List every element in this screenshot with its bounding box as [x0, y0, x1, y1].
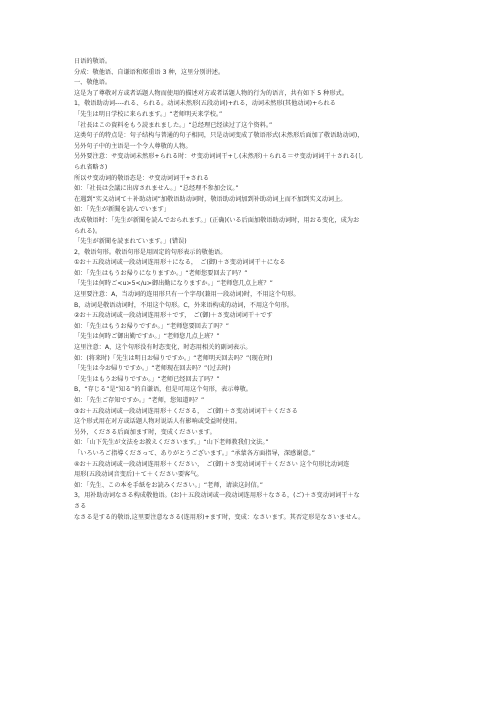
text-line: ②お＋五段动词或一段动词连用形＋です， ご(御)＋さ变动词词干＋です [74, 312, 273, 320]
text-line: 如：「山下先生が文法をお教えくださいます。」“山下老师教我们文法。” [74, 439, 269, 447]
text-line: 另外，くださる后面加ます时，变成くださいます。 [74, 428, 216, 436]
text-line: さる [74, 502, 87, 510]
text-line: 「先生が新聞を読まれています。」(错误) [74, 238, 187, 246]
text-line: 如：「先生、この本を手紙をお読みください。」“老师，请读这封信。” [74, 481, 263, 489]
text-line: 这是为了尊敬对方或者话题人物而使用的描述对方或者话题人物的行为的语言，共有如下 5 种形式。 [74, 89, 348, 97]
text-line: 如：「先生ご存知ですか。」“老师，您知道吗？” [74, 397, 205, 404]
text-line: 「先生はもうお帰りですか。」“老师已经回去了吗？” [74, 375, 220, 383]
text-line: 如：(将来时)「先生は明日お帰りですか。」“老师明天回去吗？”(现在时) [74, 354, 273, 362]
text-line: 「いろいろご指導くださって、ありがとうございます。」“承蒙各方面指导，深感谢意。” [74, 449, 315, 457]
text-line: ④お＋五段动词或一段动词连用形＋ください， ご(御)＋さ变动词词干＋ください 这个句形比动词连 [74, 460, 350, 468]
text-line: B，动词是敬语动词时，不用这个句形。C，外来语构成的动词，不用这个句形。 [74, 301, 293, 309]
text-line: 用形(五段动词音变后)＋て＋ください要客气。 [74, 471, 203, 479]
text-line: ③お＋五段动词或一段动词连用形＋くださる， ご(御)＋さ变动词词干＋くださる [74, 407, 298, 415]
text-line: 另外要注意：サ变动词未然形+られる时：サ变动词词干+し(未然形)＋られる＝サ变动词词干＋される(し [74, 153, 364, 161]
text-line: 2，敬语句形。敬语句形是用固定的句形表示的敬他语。 [74, 248, 227, 256]
text-line: ①お＋五段动词或一段动词连用形＋になる， ご(御)＋さ变动词词干＋になる [74, 259, 286, 267]
text-line: なさる是する的敬语,这里要注意なさる(连用形)+ます时，变成：なさいます。其否定形是なさいません。 [74, 513, 365, 521]
text-line: 「先生は明日学校に来られます。」“老师明天来学校。” [74, 110, 223, 118]
text-line: られ省略さ) [74, 163, 108, 171]
text-line: 这类句子的特点是：句子结构与普通的句子相同，只是动词变成了敬语形式(未然形后面加了敬语助动词)， [74, 132, 364, 140]
text-line: 这个形式用在对方或话题人物对说话人有影响或受益时使用。 [74, 418, 242, 426]
text-line: 「先生は何時ご<u>5</u>御出勤になりますか。」“老师您几点上班？” [74, 280, 273, 288]
text-line: 这里要注意：A，当动词的连用形只有一个字母(兼用一段动词)时，不用这个句形。 [74, 291, 300, 299]
document-body [74, 57, 426, 523]
text-line: 「先生は何時ご御出勤ですか。」“老师您几点上班？” [74, 333, 220, 341]
text-line: 3，用补助动词なさる构成敬他语。(お)＋五段动词或一段动词连用形＋なさる，(ご)＋さ变动词词干＋な [74, 492, 360, 500]
text-line: 如：「社長は会議に出席されません。」“总经理不参加会议。” [74, 185, 239, 193]
text-line: 分成：敬他语、自谦语和郑重语 3 种，这里分别讲述。 [74, 68, 225, 76]
text-line: 「先生は今お帰りですか。」“老师现在回去吗？”(过去时) [74, 365, 231, 373]
text-line: 在遇到“实义动词て＋补助动词”加敬语助动词时，敬语助动词加到补助动词上而不加到实义动词上。 [74, 195, 347, 203]
text-line: B，“存じる”是“知る”的自谦语，但是可用这个句形，表示尊敬。 [74, 386, 252, 394]
text-line: 如：「先生はもうお帰りですか。」“老师您要回去了吗？” [74, 322, 229, 330]
text-line: 如：「先生が新聞を読んでいます」 [74, 206, 170, 214]
text-line: 1，敬语助动词----れる、られる。动词未然形(五段动词)+れる，动词未然形(其他动词)+られる [74, 100, 336, 108]
section-heading: 一、敬他语。 [74, 79, 112, 87]
text-line: 所以サ变动词的敬语态是：サ变动词词干+される [74, 174, 210, 182]
text-line: 日语的敬语。 [74, 58, 112, 65]
text-line: 这里注意：A，这个句形没有时态变化，时态用相关的副词表示。 [74, 344, 252, 352]
text-line: 改成敬语时：「先生が新聞を読んでおられます。」(正确)(いる后面加敬语助动词时，用おる变化，成为お [74, 216, 360, 224]
text-line: 如：「先生はもうお帰りになりますか。」“老师您要回去了吗？” [74, 269, 248, 277]
text-line: 「社長はこの資料をもう読まれました。」“总经理已经读过了这个资料。” [74, 121, 273, 129]
text-line: られる)。 [74, 227, 102, 235]
text-line: 另外句子中的主语是一个令人尊敬的人物。 [74, 142, 192, 150]
